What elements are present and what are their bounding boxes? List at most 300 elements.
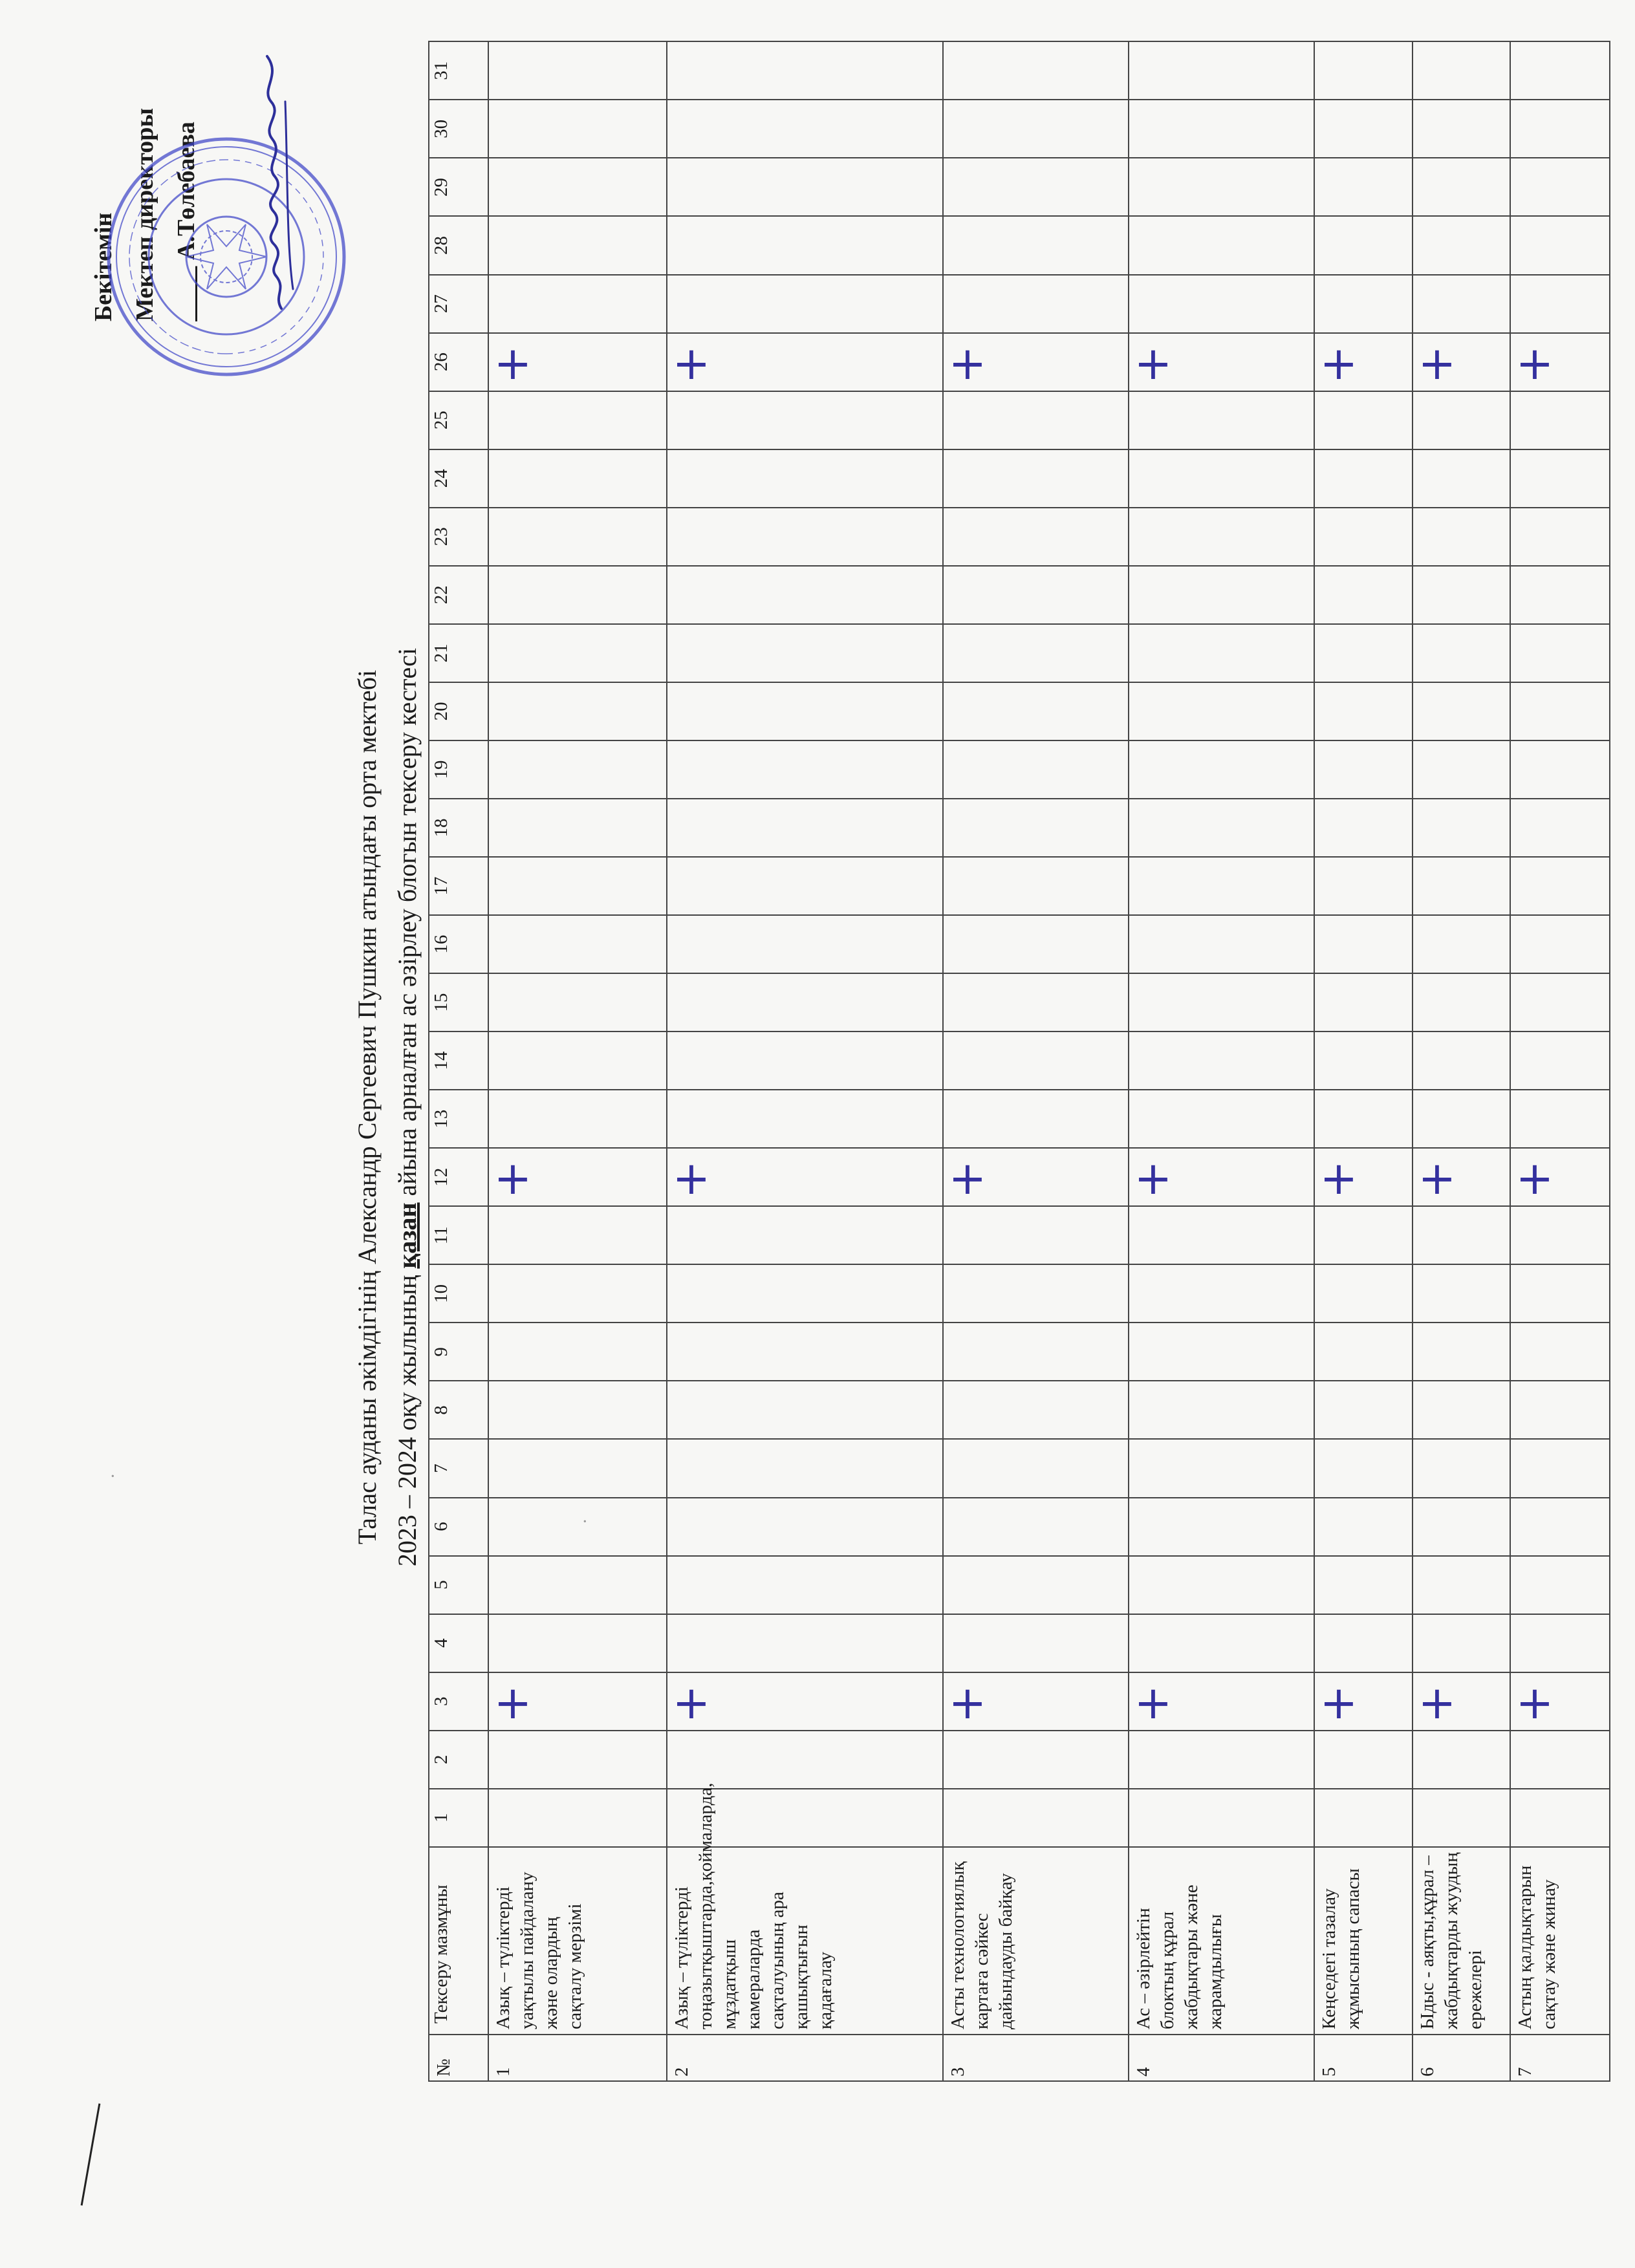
row-number: 5 xyxy=(1314,2035,1413,2081)
day-cell xyxy=(943,1614,1129,1672)
day-cell xyxy=(1129,682,1314,740)
day-cell xyxy=(667,508,943,566)
day-cell xyxy=(1510,449,1610,508)
day-cell xyxy=(1129,158,1314,216)
day-cell xyxy=(1510,1498,1610,1556)
column-header-day: 16 xyxy=(429,915,488,973)
column-header-day: 3 xyxy=(429,1672,488,1731)
day-cell xyxy=(1314,100,1413,158)
table-row xyxy=(667,41,943,2081)
day-cell xyxy=(943,216,1129,274)
day-cell xyxy=(1314,682,1413,740)
checkmark-plus: + xyxy=(672,336,710,390)
day-cell xyxy=(1129,1206,1314,1264)
column-header-day: 27 xyxy=(429,275,488,333)
day-cell xyxy=(1129,1148,1314,1206)
day-cell xyxy=(488,1031,667,1090)
column-header-day: 1 xyxy=(429,1789,488,1847)
day-cell xyxy=(1129,1731,1314,1789)
day-cell xyxy=(667,1381,943,1439)
column-header-day: 5 xyxy=(429,1556,488,1614)
day-cell xyxy=(1510,333,1610,391)
checkmark-plus: + xyxy=(1319,336,1358,390)
column-header-day: 10 xyxy=(429,1264,488,1323)
day-cell xyxy=(943,1672,1129,1731)
checkmark-plus: + xyxy=(493,1676,532,1729)
checkmark-plus: + xyxy=(948,1676,987,1729)
day-cell xyxy=(1413,915,1511,973)
day-cell xyxy=(943,41,1129,100)
day-cell xyxy=(1413,1731,1511,1789)
day-cell xyxy=(1314,1556,1413,1614)
day-cell xyxy=(488,41,667,100)
checkmark-plus: + xyxy=(493,336,532,390)
day-cell xyxy=(1510,508,1610,566)
checkmark-plus: + xyxy=(1134,336,1173,390)
column-header-content: Тексеру мазмұны xyxy=(429,1847,488,2035)
day-cell xyxy=(1129,216,1314,274)
day-cell xyxy=(1413,799,1511,857)
day-cell xyxy=(488,100,667,158)
day-cell xyxy=(667,799,943,857)
column-header-day: 21 xyxy=(429,624,488,682)
table-row xyxy=(943,41,1129,2081)
day-cell xyxy=(488,449,667,508)
day-cell xyxy=(1413,1672,1511,1731)
day-cell xyxy=(943,740,1129,799)
column-header-day: 25 xyxy=(429,391,488,449)
column-header-day: 30 xyxy=(429,100,488,158)
day-cell xyxy=(667,275,943,333)
day-cell xyxy=(1129,1031,1314,1090)
row-number: 3 xyxy=(943,2035,1129,2081)
day-cell xyxy=(1413,1323,1511,1381)
day-cell xyxy=(667,624,943,682)
day-cell xyxy=(1413,100,1511,158)
day-cell xyxy=(1510,391,1610,449)
row-inspection-content: Ыдыс - аяқты,құрал – жабдықтарды жуудың ережелері xyxy=(1413,1847,1511,2035)
table-row xyxy=(1314,41,1413,2081)
day-cell xyxy=(667,1498,943,1556)
column-header-day: 20 xyxy=(429,682,488,740)
day-cell xyxy=(488,1206,667,1264)
column-header-day: 24 xyxy=(429,449,488,508)
day-cell xyxy=(667,857,943,915)
day-cell xyxy=(488,275,667,333)
day-cell xyxy=(1510,1672,1610,1731)
day-cell xyxy=(1510,857,1610,915)
checkmark-plus: + xyxy=(948,336,987,390)
day-cell xyxy=(488,216,667,274)
day-cell xyxy=(1510,1439,1610,1497)
day-cell xyxy=(667,158,943,216)
day-cell xyxy=(667,449,943,508)
school-stamp-icon xyxy=(103,134,349,380)
row-inspection-content: Кеңседегі тазалау жұмысының сапасы xyxy=(1314,1847,1413,2035)
day-cell xyxy=(1413,973,1511,1031)
column-header-day: 11 xyxy=(429,1206,488,1264)
day-cell xyxy=(667,41,943,100)
day-cell xyxy=(667,740,943,799)
day-cell xyxy=(488,1381,667,1439)
column-header-day: 9 xyxy=(429,1323,488,1381)
day-cell xyxy=(488,1264,667,1323)
day-cell xyxy=(1129,1672,1314,1731)
inspection-schedule-table xyxy=(428,41,1610,2082)
day-cell xyxy=(667,1672,943,1731)
day-cell xyxy=(1510,158,1610,216)
day-cell xyxy=(667,1090,943,1148)
day-cell xyxy=(1129,1789,1314,1847)
checkmark-plus: + xyxy=(948,1152,987,1205)
day-cell xyxy=(1413,216,1511,274)
day-cell xyxy=(1314,391,1413,449)
day-cell xyxy=(1510,1148,1610,1206)
approval-signature-name: А.Төлебаева xyxy=(173,122,200,260)
day-cell xyxy=(943,1498,1129,1556)
day-cell xyxy=(1413,275,1511,333)
column-header-day: 28 xyxy=(429,216,488,274)
day-cell xyxy=(1314,566,1413,624)
row-number: 1 xyxy=(488,2035,667,2081)
day-cell xyxy=(1413,740,1511,799)
day-cell xyxy=(943,799,1129,857)
approval-label: Бекітемін xyxy=(90,212,117,321)
day-cell xyxy=(667,1731,943,1789)
column-header-day: 31 xyxy=(429,41,488,100)
column-header-day: 23 xyxy=(429,508,488,566)
day-cell xyxy=(1314,1381,1413,1439)
day-cell xyxy=(1314,333,1413,391)
day-cell xyxy=(667,216,943,274)
day-cell xyxy=(488,1672,667,1731)
day-cell xyxy=(1129,915,1314,973)
day-cell xyxy=(667,1439,943,1497)
day-cell xyxy=(1314,216,1413,274)
checkmark-plus: + xyxy=(672,1152,710,1205)
column-header-number: № xyxy=(429,2035,488,2081)
day-cell xyxy=(943,1148,1129,1206)
day-cell xyxy=(1510,799,1610,857)
day-cell xyxy=(943,1031,1129,1090)
day-cell xyxy=(943,449,1129,508)
day-cell xyxy=(1510,566,1610,624)
day-cell xyxy=(1510,100,1610,158)
day-cell xyxy=(943,1731,1129,1789)
day-cell xyxy=(488,1614,667,1672)
day-cell xyxy=(1510,1789,1610,1847)
day-cell xyxy=(1129,391,1314,449)
checkmark-plus: + xyxy=(493,1152,532,1205)
day-cell xyxy=(1413,1439,1511,1497)
day-cell xyxy=(488,682,667,740)
day-cell xyxy=(1129,1264,1314,1323)
day-cell xyxy=(1314,1439,1413,1497)
day-cell xyxy=(1510,915,1610,973)
column-header-day: 17 xyxy=(429,857,488,915)
day-cell xyxy=(1413,508,1511,566)
day-cell xyxy=(943,391,1129,449)
day-cell xyxy=(667,1323,943,1381)
day-cell xyxy=(1314,275,1413,333)
day-cell xyxy=(943,566,1129,624)
scan-speck: · xyxy=(103,1473,124,1479)
row-number: 2 xyxy=(667,2035,943,2081)
checkmark-plus: + xyxy=(1418,336,1456,390)
day-cell xyxy=(1314,1206,1413,1264)
day-cell xyxy=(1314,740,1413,799)
day-cell xyxy=(1510,1090,1610,1148)
day-cell xyxy=(1129,333,1314,391)
row-inspection-content: Астың қалдықтарын сақтау және жинау xyxy=(1510,1847,1610,2035)
day-cell xyxy=(1314,449,1413,508)
day-cell xyxy=(1314,158,1413,216)
day-cell xyxy=(1314,973,1413,1031)
column-header-day: 4 xyxy=(429,1614,488,1672)
day-cell xyxy=(1413,333,1511,391)
day-cell xyxy=(1129,449,1314,508)
day-cell xyxy=(1129,740,1314,799)
checkmark-plus: + xyxy=(1319,1676,1358,1729)
day-cell xyxy=(1129,1323,1314,1381)
day-cell xyxy=(943,1381,1129,1439)
column-header-day: 7 xyxy=(429,1439,488,1497)
checkmark-plus: + xyxy=(1134,1676,1173,1729)
day-cell xyxy=(1510,1381,1610,1439)
day-cell xyxy=(1510,1614,1610,1672)
day-cell xyxy=(1413,1264,1511,1323)
day-cell xyxy=(488,1789,667,1847)
day-cell xyxy=(1510,973,1610,1031)
day-cell xyxy=(943,508,1129,566)
day-cell xyxy=(1129,857,1314,915)
day-cell xyxy=(1413,857,1511,915)
day-cell xyxy=(943,915,1129,973)
row-inspection-content: Асты технологиялық картаға сәйкес дайындауды байқау xyxy=(943,1847,1129,2035)
day-cell xyxy=(1413,449,1511,508)
day-cell xyxy=(667,1031,943,1090)
checkmark-plus: + xyxy=(672,1676,710,1729)
column-header-day: 18 xyxy=(429,799,488,857)
day-cell xyxy=(667,915,943,973)
day-cell xyxy=(1314,1323,1413,1381)
day-cell xyxy=(1510,216,1610,274)
checkmark-plus: + xyxy=(1418,1676,1456,1729)
day-cell xyxy=(1510,41,1610,100)
day-cell xyxy=(943,100,1129,158)
row-inspection-content: Азық – түліктерді тоңазытқыштарда,қоймаларда, мұздатқыш камераларда сақталуының ара қашықтығын қадағалау xyxy=(667,1847,943,2035)
day-cell xyxy=(943,1556,1129,1614)
table-body xyxy=(488,41,1610,2081)
day-cell xyxy=(488,1323,667,1381)
row-number: 6 xyxy=(1413,2035,1511,2081)
day-cell xyxy=(1510,740,1610,799)
day-cell xyxy=(1314,41,1413,100)
checkmark-plus: + xyxy=(1515,336,1554,390)
day-cell xyxy=(1413,566,1511,624)
day-cell xyxy=(1129,1556,1314,1614)
document-subtitle xyxy=(395,347,420,1867)
day-cell xyxy=(488,1498,667,1556)
checkmark-plus: + xyxy=(1134,1152,1173,1205)
column-header-day: 19 xyxy=(429,740,488,799)
day-cell xyxy=(488,1148,667,1206)
day-cell xyxy=(1129,566,1314,624)
column-header-day: 12 xyxy=(429,1148,488,1206)
day-cell xyxy=(1413,391,1511,449)
day-cell xyxy=(488,1731,667,1789)
day-cell xyxy=(667,1556,943,1614)
checkmark-plus: + xyxy=(1418,1152,1456,1205)
day-cell xyxy=(488,1556,667,1614)
column-header-day: 6 xyxy=(429,1498,488,1556)
table-row xyxy=(1413,41,1511,2081)
column-header-day: 8 xyxy=(429,1381,488,1439)
day-cell xyxy=(1314,508,1413,566)
row-number: 4 xyxy=(1129,2035,1314,2081)
day-cell xyxy=(488,915,667,973)
day-cell xyxy=(1129,1090,1314,1148)
day-cell xyxy=(1413,1206,1511,1264)
day-cell xyxy=(488,624,667,682)
day-cell xyxy=(943,1206,1129,1264)
column-header-day: 14 xyxy=(429,1031,488,1090)
day-cell xyxy=(667,100,943,158)
day-cell xyxy=(667,1148,943,1206)
handwritten-date-icon xyxy=(248,43,299,315)
day-cell xyxy=(943,1323,1129,1381)
day-cell xyxy=(1413,1498,1511,1556)
subtitle-month: қазан xyxy=(393,1202,422,1269)
day-cell xyxy=(943,973,1129,1031)
day-cell xyxy=(1314,1264,1413,1323)
row-number: 7 xyxy=(1510,2035,1610,2081)
day-cell xyxy=(1314,624,1413,682)
column-header-day: 15 xyxy=(429,973,488,1031)
day-cell xyxy=(943,624,1129,682)
checkmark-plus: + xyxy=(1515,1676,1554,1729)
checkmark-plus: + xyxy=(1515,1152,1554,1205)
subtitle-prefix: 2023 – 2024 оқу жылының xyxy=(393,1268,422,1567)
day-cell xyxy=(943,1439,1129,1497)
column-header-day: 13 xyxy=(429,1090,488,1148)
day-cell xyxy=(1129,1381,1314,1439)
approval-position: Мектеп директоры xyxy=(131,107,158,321)
day-cell xyxy=(943,1789,1129,1847)
row-inspection-content: Азық – түліктерді уақтылы пайдалану және олардың сақталу мерзімі xyxy=(488,1847,667,2035)
table-row xyxy=(1510,41,1610,2081)
day-cell xyxy=(1510,1031,1610,1090)
day-cell xyxy=(1510,624,1610,682)
day-cell xyxy=(488,566,667,624)
day-cell xyxy=(488,333,667,391)
day-cell xyxy=(943,857,1129,915)
day-cell xyxy=(1314,915,1413,973)
column-header-day: 2 xyxy=(429,1731,488,1789)
table-row xyxy=(1129,41,1314,2081)
scan-speck: · xyxy=(576,1518,596,1524)
table-header-row xyxy=(429,41,488,2081)
day-cell xyxy=(1413,1789,1511,1847)
day-cell xyxy=(488,740,667,799)
day-cell xyxy=(1129,799,1314,857)
day-cell xyxy=(667,973,943,1031)
day-cell xyxy=(1510,1556,1610,1614)
day-cell xyxy=(488,1439,667,1497)
day-cell xyxy=(1129,624,1314,682)
day-cell xyxy=(667,333,943,391)
day-cell xyxy=(943,1090,1129,1148)
day-cell xyxy=(1129,1498,1314,1556)
day-cell xyxy=(1413,682,1511,740)
day-cell xyxy=(1413,1556,1511,1614)
day-cell xyxy=(1510,275,1610,333)
day-cell xyxy=(1129,508,1314,566)
day-cell xyxy=(943,275,1129,333)
day-cell xyxy=(943,1264,1129,1323)
day-cell xyxy=(667,391,943,449)
day-cell xyxy=(943,333,1129,391)
document-title: Талас ауданы әкімдігінің Александр Сергеевич Пушкин атындағы орта мектебі xyxy=(352,669,382,1545)
day-cell xyxy=(1510,682,1610,740)
day-cell xyxy=(667,682,943,740)
day-cell xyxy=(1314,1614,1413,1672)
day-cell xyxy=(1413,1031,1511,1090)
day-cell xyxy=(1314,1789,1413,1847)
day-cell xyxy=(1314,1672,1413,1731)
checkmark-plus: + xyxy=(1319,1152,1358,1205)
column-header-day: 29 xyxy=(429,158,488,216)
day-cell xyxy=(1314,1031,1413,1090)
day-cell xyxy=(1510,1264,1610,1323)
subtitle-suffix: айына арналған ас әзірлеу блогын тексеру кестесі xyxy=(393,647,422,1203)
day-cell xyxy=(488,508,667,566)
day-cell xyxy=(667,1206,943,1264)
day-cell xyxy=(1129,1614,1314,1672)
day-cell xyxy=(667,1264,943,1323)
day-cell xyxy=(943,158,1129,216)
day-cell xyxy=(1129,41,1314,100)
day-cell xyxy=(1314,799,1413,857)
day-cell xyxy=(1510,1206,1610,1264)
day-cell xyxy=(1314,857,1413,915)
day-cell xyxy=(1314,1090,1413,1148)
day-cell xyxy=(1314,1731,1413,1789)
day-cell xyxy=(943,682,1129,740)
day-cell xyxy=(1129,1439,1314,1497)
day-cell xyxy=(488,1090,667,1148)
day-cell xyxy=(488,799,667,857)
day-cell xyxy=(1129,973,1314,1031)
day-cell xyxy=(488,857,667,915)
day-cell xyxy=(488,158,667,216)
day-cell xyxy=(1413,1614,1511,1672)
column-header-day: 22 xyxy=(429,566,488,624)
day-cell xyxy=(1510,1323,1610,1381)
day-cell xyxy=(667,1614,943,1672)
table-row xyxy=(488,41,667,2081)
day-cell xyxy=(1413,1090,1511,1148)
day-cell xyxy=(1129,100,1314,158)
day-cell xyxy=(1413,1381,1511,1439)
day-cell xyxy=(1413,624,1511,682)
day-cell xyxy=(1413,41,1511,100)
day-cell xyxy=(1129,275,1314,333)
day-cell xyxy=(667,566,943,624)
day-cell xyxy=(1413,158,1511,216)
column-header-day: 26 xyxy=(429,333,488,391)
day-cell xyxy=(1510,1731,1610,1789)
